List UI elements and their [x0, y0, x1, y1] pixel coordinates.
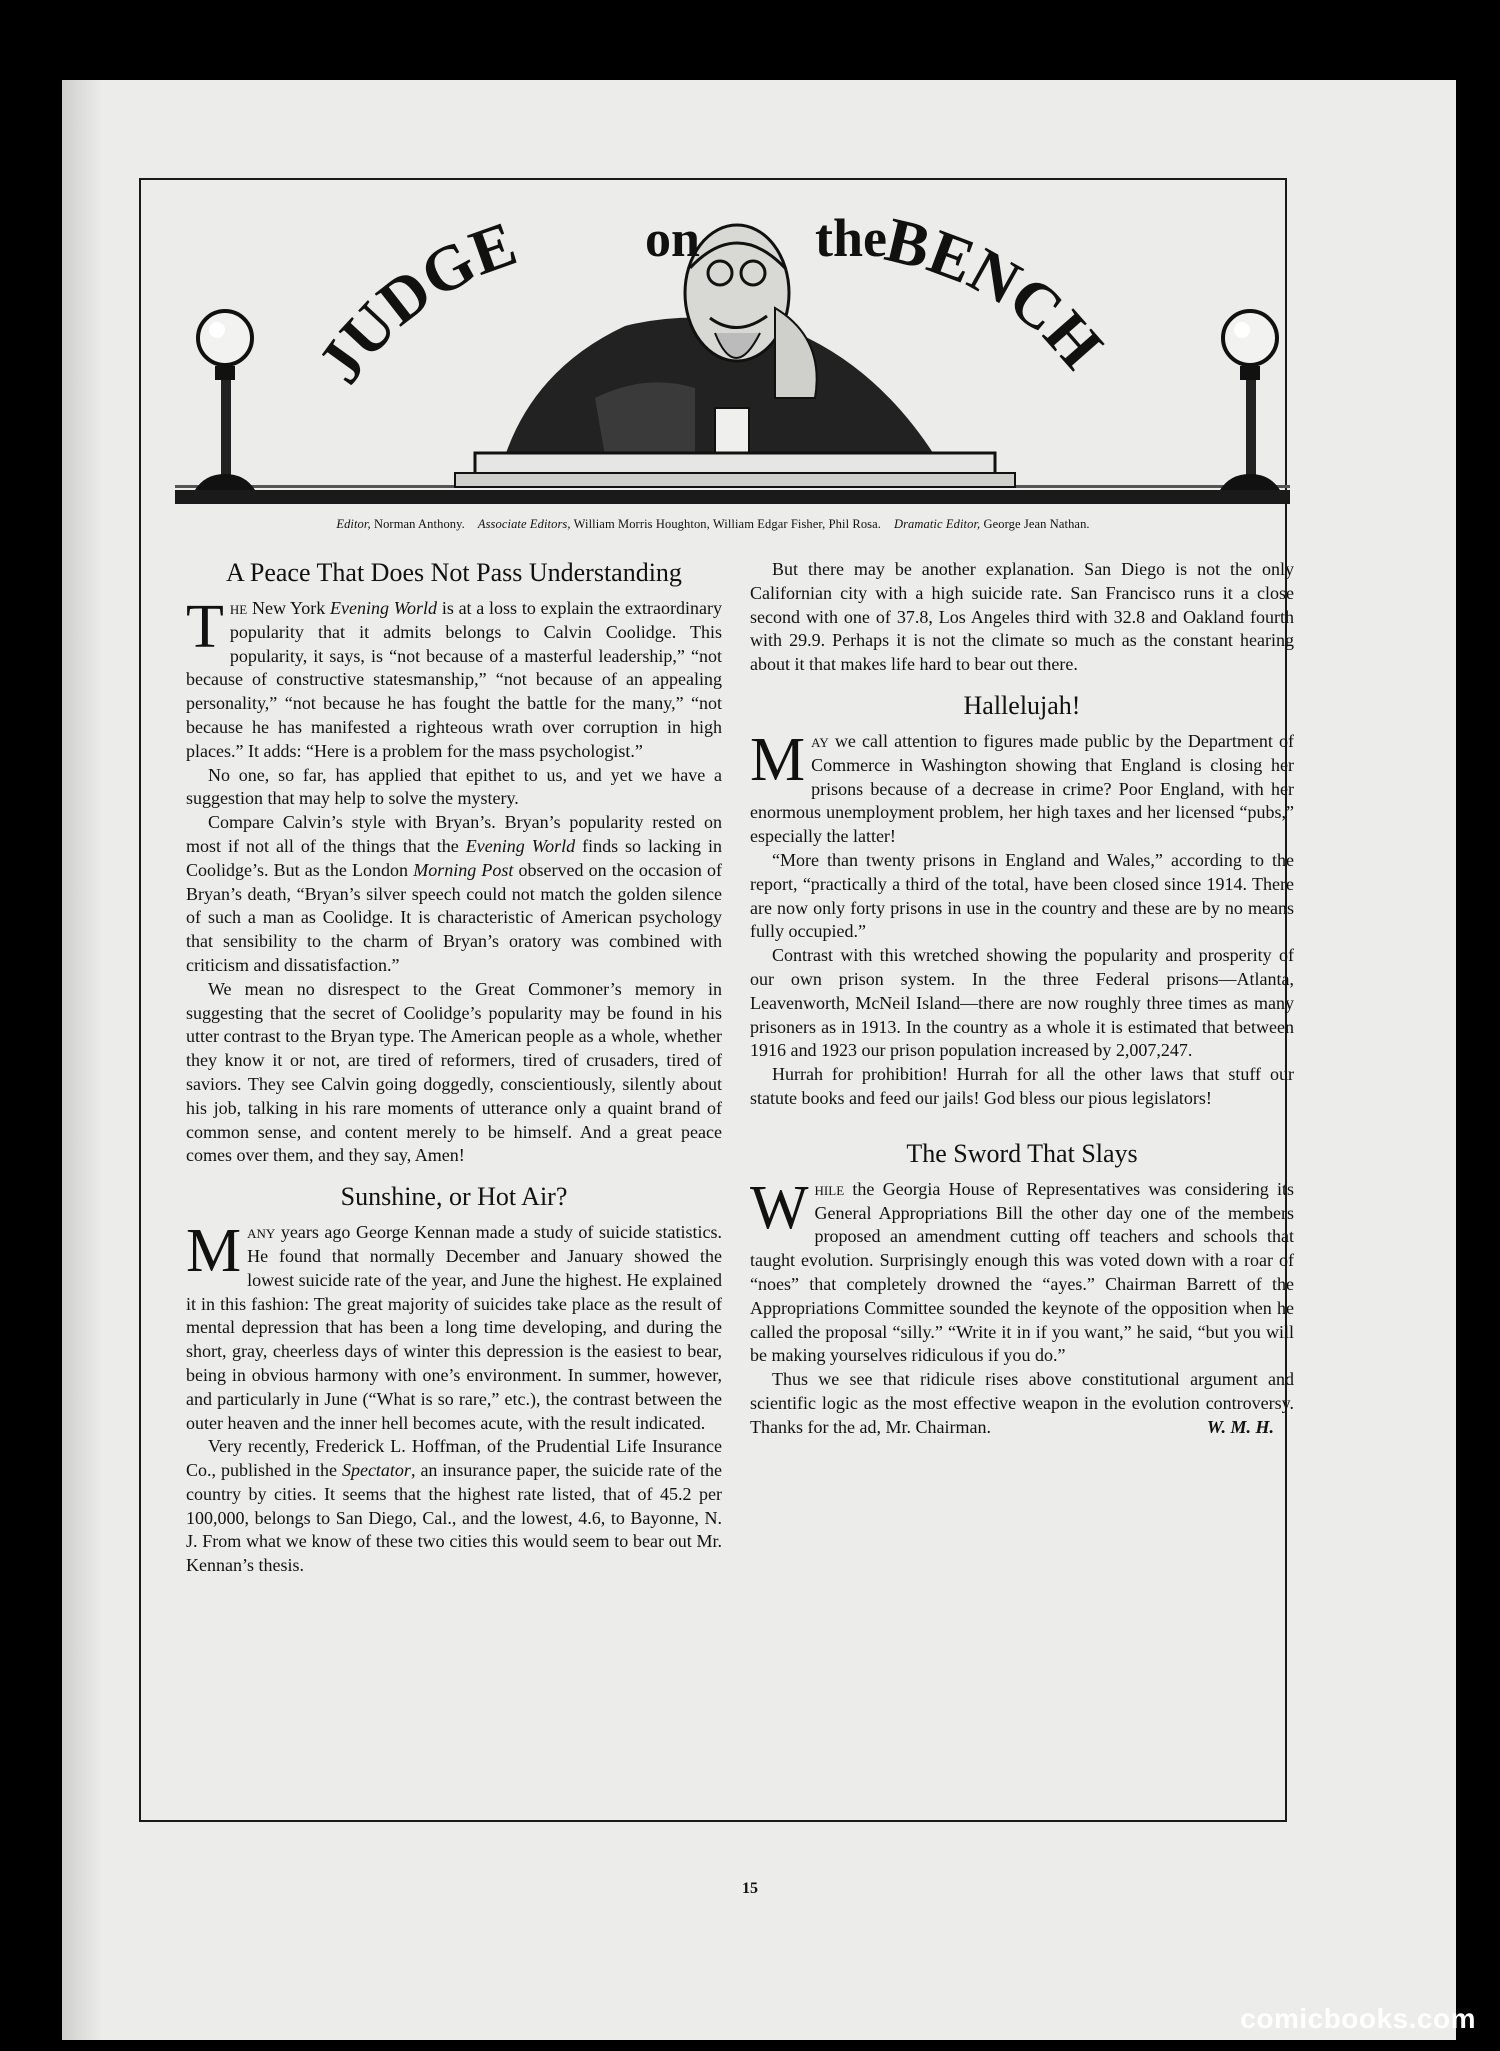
- right-column: [750, 558, 1294, 1440]
- drop-cap: T: [186, 593, 224, 661]
- article-paragraph: Compare Calvin’s style with Bryan’s. Bryan’s popularity rested on most if not all of the things that the Evening World finds so lacking in Coolidge’s. But as the London Morning Post observed on the occasion of Bryan’s death, “Bryan’s silver speech could not match the golden silence of such a man as Coolidge. It is characteristic of American psychology that sensibility to the charm of Bryan’s oratory was combined with criticism and dissatisfaction.”: [186, 812, 722, 975]
- article-paragraph: While the Georgia House of Representatives was considering its General Appropriations Bill the other day one of the members proposed an amendment cutting off teachers and schools that taught evolution. Surprisingly enough this was voted down with a roar of “noes” that completely drowned the “ayes.” Chairman Barrett of the Appropriations Committee sounded the keynote of the opposition when he called the proposal “silly.” “Write it in if you want,” he said, “but you will be making yourselves ridiculous if you do.”: [750, 1173, 1294, 1366]
- left-lamp-illustration: [195, 311, 255, 490]
- drop-cap: M: [186, 1217, 242, 1286]
- masthead-illustration: [175, 198, 1290, 518]
- article-paragraph: Many years ago George Kennan made a study of suicide statistics. He found that normally December and January showed the lowest suicide rate of the year, and June the highest. He explained it in this fashion: The great majority of suicides take place as the result of mental depression that has been a long time developing, and during the short, gray, cheerless days of winter this depression is the easiest to bear, being in obvious harmony with one’s environment. In summer, however, and particularly in June (“What is so rare,” etc.), the contrast between the outer heaven and the inner hell becomes acute, with the result indicated.: [186, 1217, 722, 1433]
- editor-name: Norman Anthony.: [373, 517, 465, 531]
- article-title-peace: A Peace That Does Not Pass Understanding: [226, 558, 682, 587]
- article-paragraph: Very recently, Frederick L. Hoffman, of the Prudential Life Insurance Co., published in the Spectator, an insurance paper, the suicide rate of the country by cities. It seems that the highest rate listed, that of 45.2 per 100,000, belongs to San Diego, Cal., and the lowest, 4.6, to Bayonne, N. J. From what we know of these two cities this would seem to bear out Mr. Kennan’s thesis.: [186, 1436, 722, 1576]
- article-paragraph: We mean no disrespect to the Great Commoner’s memory in suggesting that the secret of Coolidge’s popularity may be found in his utter contrast to the Bryan type. The American people as a whole, whether they know it or not, are tired of reformers, tired of crusaders, tired of saviors. They see Calvin going doggedly, conscientiously, silently about his job, talking in his rare moments of utterance only a quaint brand of common sense, and content merely to be himself. And a great peace comes over them, and they say, Amen!: [186, 978, 722, 1166]
- article-paragraph: The New York Evening World is at a loss to explain the extraordinary popularity that it admits belongs to Calvin Coolidge. This popularity, it says, is “not because of a masterful leadership,” “not because of constructive statesmanship,” “not because of an appealing personality,” “not because he has fought the battle for the many,” “not because he has manifested a righteous wrath over corruption in high places.” It adds: “Here is a problem for the mass psychologist.”: [186, 593, 722, 761]
- article-title-sunshine: Sunshine, or Hot Air?: [340, 1182, 568, 1212]
- masthead-title-on: on: [645, 211, 700, 268]
- article-paragraph: Hurrah for prohibition! Hurrah for all the other laws that stuff our statute books and feed our jails! God bless our pious legislators!: [750, 1064, 1294, 1108]
- author-signature: W. M. H.: [1206, 1416, 1274, 1437]
- article-paragraph: But there may be another explanation. San Diego is not the only Californian city with a high suicide rate. San Francisco runs it a close second with one of 37.8, Los Angeles third with 32.8 and Oakland fourth with 29.9. Perhaps it is not the climate so much as the constant hearing about it that makes life hard to bear out there.: [750, 559, 1294, 675]
- masthead-title-right: BENCH: [879, 203, 1117, 382]
- article-paragraph: Thus we see that ridicule rises above constitutional argument and scientific logic as the most effective weapon in the evolution controversy. Thanks for the ad, Mr. Chairman. W. M. H.: [750, 1368, 1294, 1439]
- article-paragraph: “More than twenty prisons in England and Wales,” according to the report, “practically a third of the total, have been closed since 1914. There are now only forty prisons in use in the country and these are by no means fully occupied.”: [750, 849, 1294, 942]
- right-lamp-illustration: [1220, 311, 1280, 490]
- dramatic-name: George Jean Nathan.: [983, 517, 1090, 531]
- article-title-hallelujah: Hallelujah!: [963, 690, 1081, 720]
- article-title-sword: The Sword That Slays: [906, 1138, 1138, 1168]
- editor-credits: [139, 517, 1287, 532]
- masthead-title-left: JUDGE: [303, 207, 525, 396]
- page-number: 15: [742, 1880, 758, 1897]
- binding-shadow: [62, 80, 102, 2040]
- article-paragraph: Contrast with this wretched showing the popularity and prosperity of our own prison system. In the three Federal prisons—Atlanta, Leavenworth, McNeil Island—there are now roughly three times as many prisoners as in 1913. In the country as a whole it is estimated that between 1916 and 1923 our prison population increased by 2,007,247.: [750, 945, 1294, 1061]
- drop-cap: M: [750, 725, 806, 794]
- watermark: comicbooks.com: [1240, 2003, 1476, 2034]
- masthead-title-the: the: [815, 208, 887, 268]
- article-paragraph: May we call attention to figures made public by the Department of Commerce in Washington showing that England is closing her prisons because of a decrease in crime? Poor England, with her enormous unemployment problem, her high taxes and her licensed “pubs,” especially the latter!: [750, 725, 1294, 847]
- drop-cap: W: [750, 1173, 809, 1242]
- article-paragraph: No one, so far, has applied that epithet to us, and yet we have a suggestion that may help to solve the mystery.: [186, 764, 722, 809]
- editor-label: Editor,: [336, 517, 371, 531]
- associate-label: Associate Editors,: [477, 517, 571, 531]
- associate-names: William Morris Houghton, William Edgar Fisher, Phil Rosa.: [573, 517, 882, 531]
- left-column: [186, 558, 722, 1578]
- dramatic-label: Dramatic Editor,: [893, 517, 981, 531]
